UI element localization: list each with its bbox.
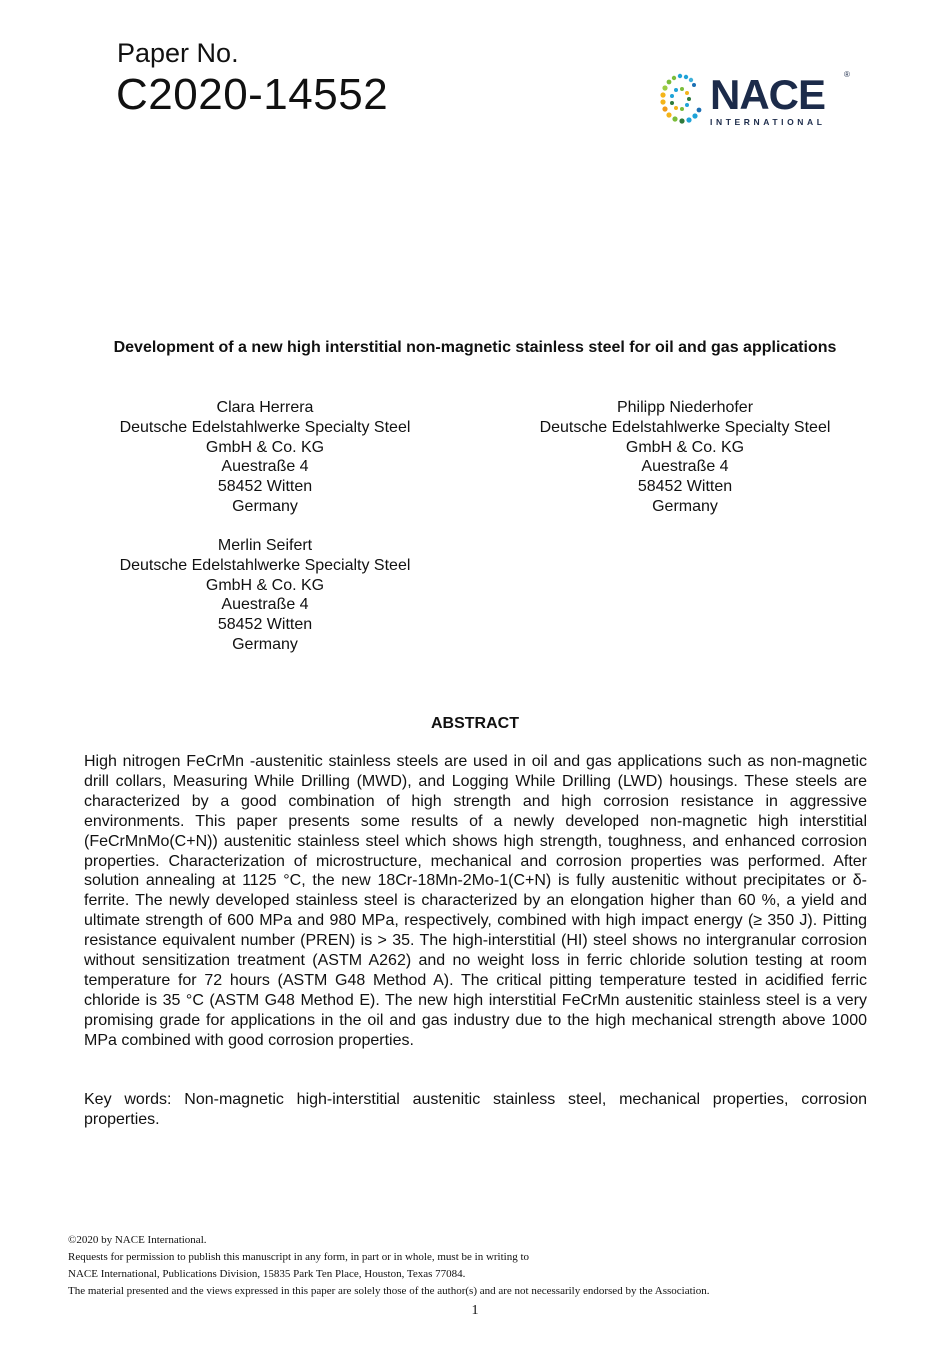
- author-city: 58452 Witten: [217, 478, 313, 496]
- author-country: Germany: [232, 635, 298, 653]
- author-country: Germany: [652, 497, 718, 515]
- author-affiliation: Deutsche Edelstahlwerke Specialty Steel: [539, 418, 831, 436]
- registered-mark: ®: [844, 70, 850, 79]
- abstract-text: High nitrogen FeCrMn -austenitic stainless steels are used in oil and gas applications such as non-magnetic drill collars, Measuring While Drilling (MWD), and Logging While Drilling (LWD) housings. These steels are characterized by a good combination of high strength and high corrosion resistance in aggressive environments. This paper presents some results of a newly developed non-magnetic high interstitial (FeCrMnMo(C+N)) austenitic stainless steel which shows high strength, toughness, and enhanced corrosion properties. Characterization of microstructure, mechanical and corrosion properties was performed. After solution annealing at 1125 °C, the new 18Cr-18Mn-2Mo-1(C+N) is fully austenitic without precipitates or δ-ferrite. The newly developed stainless steel is characterized by an elongation higher than 60 %, a yield and ultimate strength of 600 MPa and 980 MPa, respectively, combined with high impact energy (≥ 350 J). Pitting resistance equivalent number (PREN) is > 35. The high-interstitial (HI) steel shows no intergranular corrosion without sensitization treatment (ASTM A262) and no weight loss in ferric chloride solution testing at room temperature for 72 hours (ASTM G48 Method A). The critical pitting temperature tested in acidified ferric chloride is 35 °C (ASTM G48 Method E). The new high interstitial FeCrMn austenitic stainless steel is a very promising grade for applications in the oil and gas industry due to the high mechanical strength above 1000 MPa combined with good corrosion properties.: [84, 753, 867, 1049]
- publisher-address: NACE International, Publications Division, 15835 Park Ten Place, Houston, Texas 77084.: [68, 1268, 466, 1280]
- author-block: [55, 398, 475, 517]
- author-affiliation: Deutsche Edelstahlwerke Specialty Steel: [119, 556, 411, 574]
- author-country: Germany: [232, 497, 298, 515]
- footer: [68, 1232, 709, 1300]
- author-name: Merlin Seifert: [217, 537, 313, 554]
- author-company: GmbH & Co. KG: [205, 576, 325, 594]
- author-block: [475, 398, 895, 517]
- abstract-heading: ABSTRACT: [431, 715, 519, 732]
- copyright-notice: ©2020 by NACE International.: [68, 1234, 207, 1246]
- author-street: Auestraße 4: [221, 458, 309, 476]
- logo-wordmark: NACE: [710, 71, 826, 118]
- nace-logo: [652, 68, 852, 130]
- disclaimer: The material presented and the views expressed in this paper are solely those of the author(s) and are not necessarily endorsed by the Association.: [68, 1285, 710, 1297]
- paper-number-label: Paper No.: [117, 38, 239, 68]
- author-company: GmbH & Co. KG: [205, 438, 325, 456]
- author-name: Philipp Niederhofer: [616, 399, 754, 416]
- author-block: [55, 536, 475, 655]
- author-name: Clara Herrera: [216, 399, 314, 416]
- permission-notice: Requests for permission to publish this manuscript in any form, in part or in whole, must be in writing to: [68, 1251, 530, 1263]
- keywords: Key words: Non-magnetic high-interstitial austenitic stainless steel, mechanical properties, corrosion properties.: [84, 1091, 867, 1128]
- logo-subtitle: INTERNATIONAL: [710, 117, 826, 127]
- author-affiliation: Deutsche Edelstahlwerke Specialty Steel: [119, 418, 411, 436]
- author-city: 58452 Witten: [217, 616, 313, 634]
- author-company: GmbH & Co. KG: [625, 438, 745, 456]
- paper-title: Development of a new high interstitial non-magnetic stainless steel for oil and gas applications: [113, 339, 837, 356]
- author-street: Auestraße 4: [221, 596, 309, 614]
- page-number: 1: [471, 1303, 479, 1318]
- author-street: Auestraße 4: [641, 458, 729, 476]
- author-city: 58452 Witten: [637, 478, 733, 496]
- nace-swirl-icon: [652, 68, 708, 130]
- paper-id: C2020-14552: [116, 70, 389, 119]
